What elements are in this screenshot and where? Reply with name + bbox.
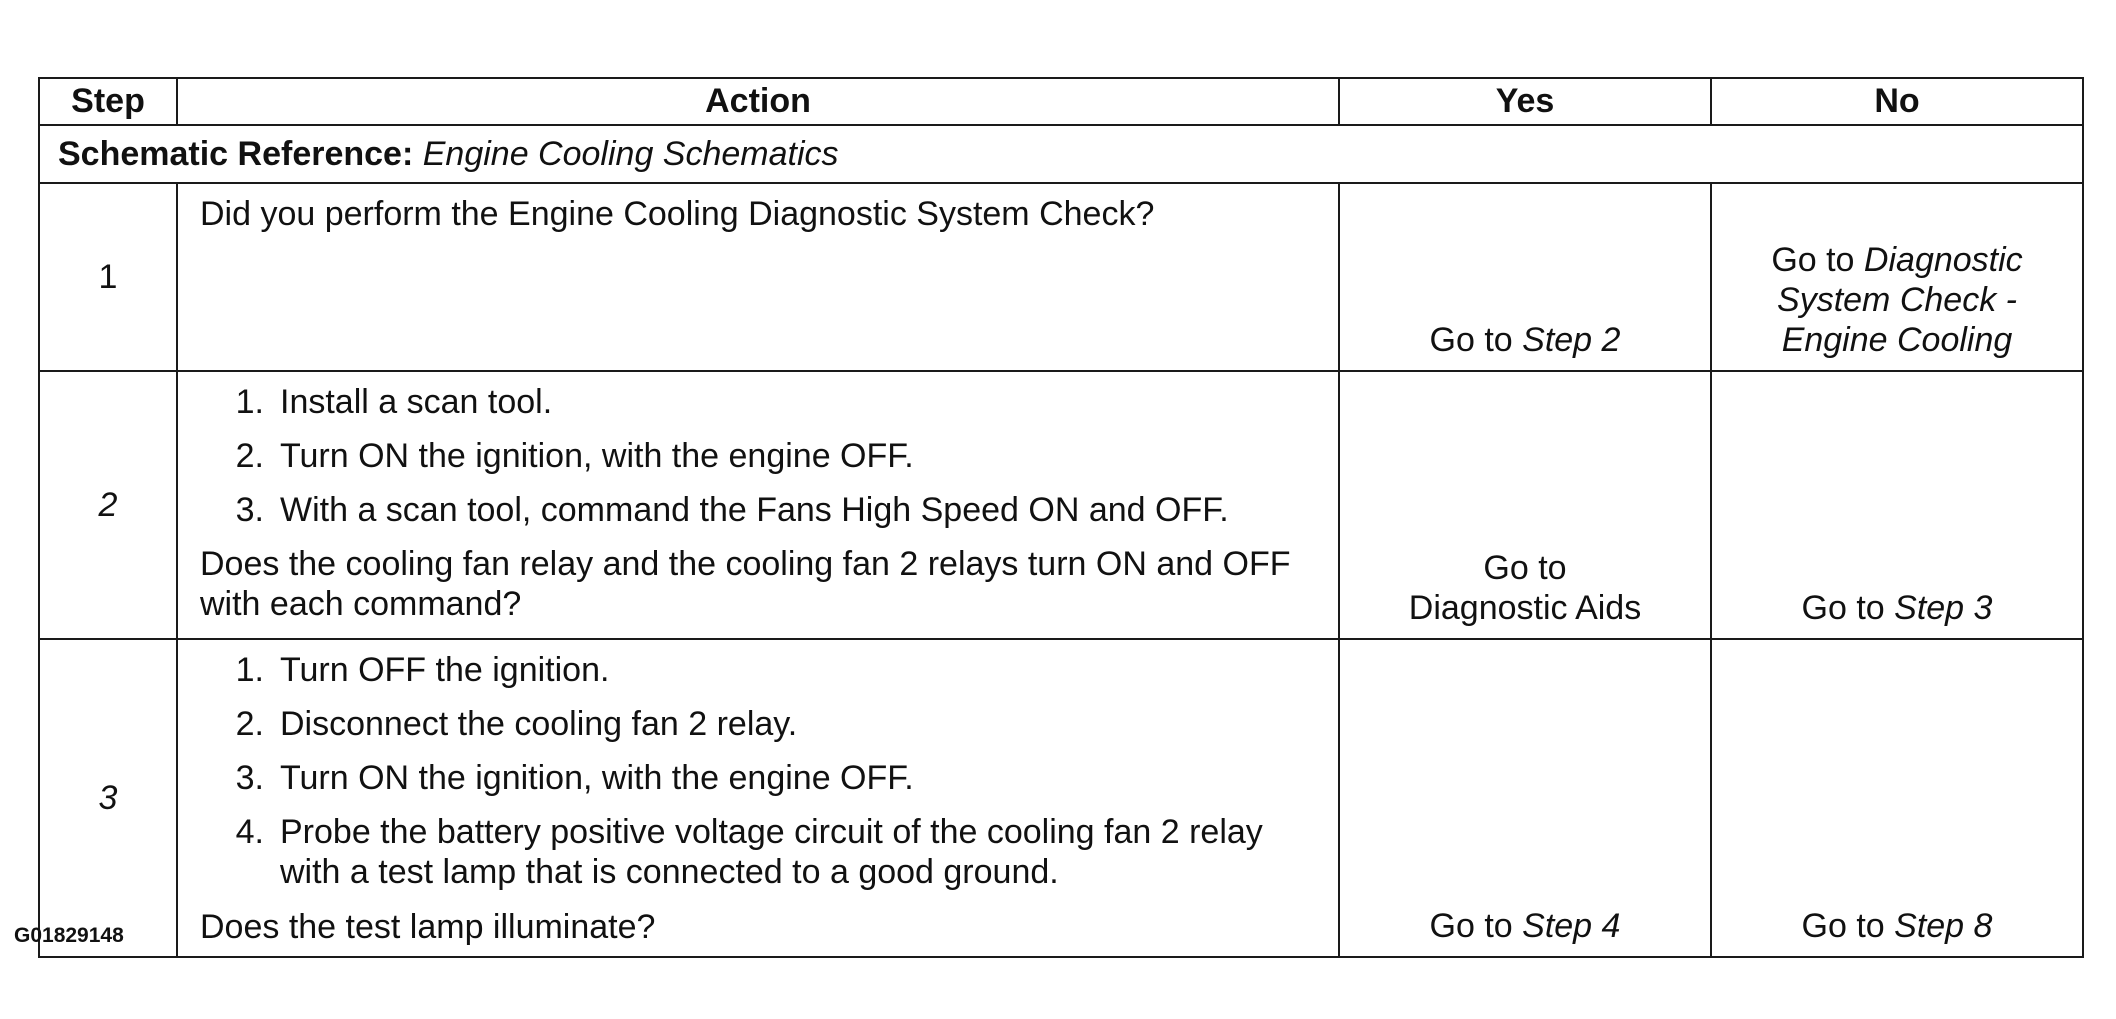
list-item xyxy=(200,382,1316,422)
action-number: 3. xyxy=(235,759,264,798)
step-number: 1 xyxy=(39,183,177,371)
action-list xyxy=(200,382,1316,530)
action-text: Turn OFF the ignition. xyxy=(280,651,610,689)
figure-code: G01829148 xyxy=(14,924,124,947)
action-text: Turn ON the ignition, with the engine OFF. xyxy=(280,759,914,798)
yes-diagnostic-aids-link[interactable]: Diagnostic Aids xyxy=(1408,588,1642,627)
diagnostic-table xyxy=(38,77,2084,958)
action-text: With a scan tool, command the Fans High Speed ON and OFF. xyxy=(280,491,1229,530)
no-cell xyxy=(1711,639,2083,957)
action-list xyxy=(200,650,1316,893)
no-step-link[interactable]: Step 3 xyxy=(1894,588,1993,627)
no-step-link[interactable]: Diagnostic System Check - Engine Cooling xyxy=(1777,240,2023,359)
header-action: Action xyxy=(177,78,1339,125)
list-item xyxy=(200,490,1316,530)
action-text: Turn ON the ignition, with the engine OFF. xyxy=(280,437,914,476)
yes-cell xyxy=(1339,183,1711,371)
step-question: Did you perform the Engine Cooling Diagnostic System Check? xyxy=(200,195,1155,233)
table-row xyxy=(39,639,2083,957)
action-cell xyxy=(177,371,1339,639)
schematic-reference-link[interactable]: Engine Cooling Schematics xyxy=(422,134,839,173)
yes-step-link[interactable]: Step 2 xyxy=(1522,320,1621,359)
schematic-reference-row xyxy=(39,125,2083,183)
yes-step-link[interactable]: Step 4 xyxy=(1522,906,1621,945)
step-question: Does the cooling fan relay and the cooling fan 2 relays turn ON and OFF with each command? xyxy=(200,545,1291,624)
list-item xyxy=(200,758,1316,798)
schematic-reference-label: Schematic Reference: xyxy=(58,134,414,173)
action-number: 3. xyxy=(235,491,264,530)
header-yes: Yes xyxy=(1339,78,1711,125)
header-step: Step xyxy=(39,78,177,125)
list-item xyxy=(200,812,1316,892)
schematic-reference-cell xyxy=(39,125,2083,183)
no-prefix: Go to xyxy=(1801,588,1895,627)
action-text: Probe the battery positive voltage circuit of the cooling fan 2 relay with a test lamp that is connected to a good ground. xyxy=(280,813,1263,892)
list-item xyxy=(200,436,1316,476)
action-number: 1. xyxy=(235,383,264,421)
table-row xyxy=(39,371,2083,639)
header-row xyxy=(39,78,2083,125)
action-number: 2. xyxy=(235,437,264,476)
header-no: No xyxy=(1711,78,2083,125)
action-text: Install a scan tool. xyxy=(280,383,553,421)
yes-cell xyxy=(1339,371,1711,639)
action-cell xyxy=(177,639,1339,957)
yes-cell xyxy=(1339,639,1711,957)
table-row xyxy=(39,183,2083,371)
step-number: 3 xyxy=(39,639,177,957)
yes-prefix: Go to xyxy=(1429,906,1523,945)
step-number: 2 xyxy=(39,371,177,639)
list-item xyxy=(200,650,1316,690)
action-number: 4. xyxy=(235,813,264,852)
step-question: Does the test lamp illuminate? xyxy=(200,907,656,946)
list-item xyxy=(200,704,1316,744)
action-cell xyxy=(177,183,1339,371)
action-text: Disconnect the cooling fan 2 relay. xyxy=(280,705,798,744)
no-prefix: Go to xyxy=(1801,906,1895,945)
action-number: 2. xyxy=(235,705,264,744)
action-number: 1. xyxy=(235,651,264,689)
no-cell xyxy=(1711,183,2083,371)
yes-line-1: Go to xyxy=(1483,548,1567,587)
no-step-link[interactable]: Step 8 xyxy=(1894,906,1993,945)
no-prefix: Go to xyxy=(1771,240,1864,279)
yes-prefix: Go to xyxy=(1429,320,1523,359)
no-cell xyxy=(1711,371,2083,639)
